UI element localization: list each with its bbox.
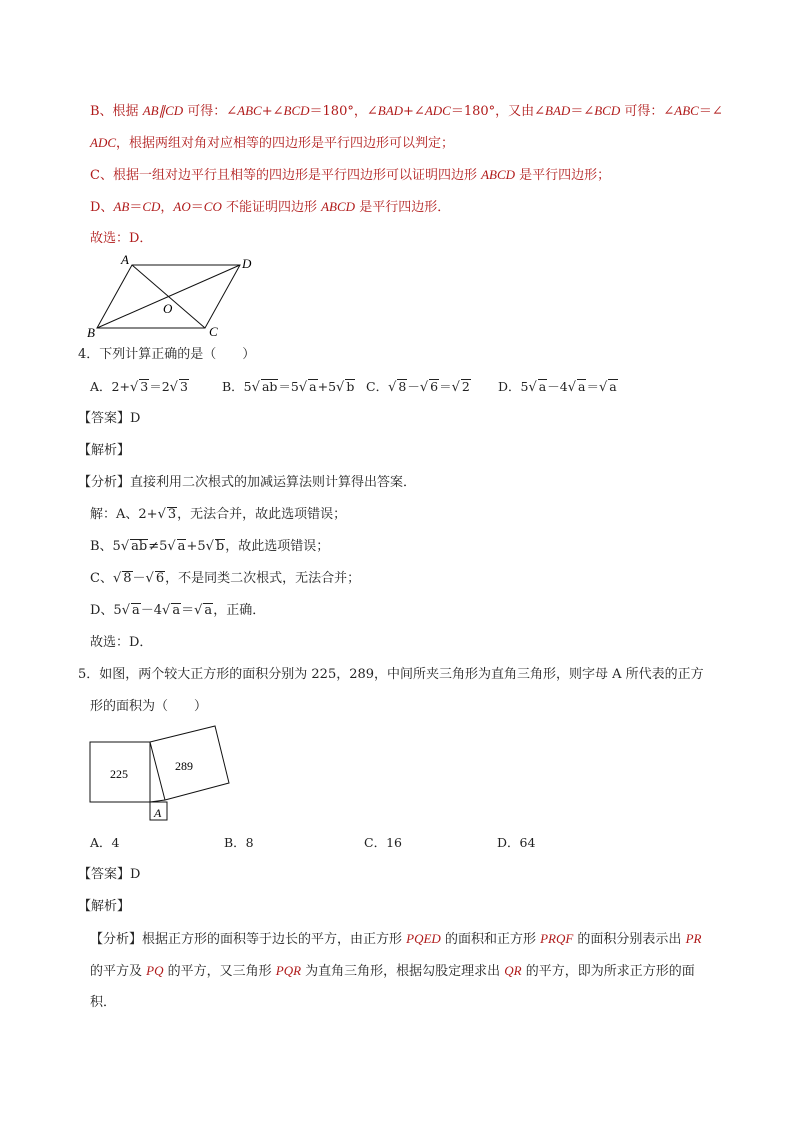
diagonal-bd (97, 265, 240, 328)
label-A: A (121, 252, 129, 267)
label-A-square: A (154, 806, 162, 820)
q4-analysis: 【分析】直接利用二次根式的加减运算法则计算得出答案． (78, 475, 417, 490)
q4-option-a[interactable]: A．2+√ 3＝2√ 3 (90, 379, 188, 395)
b-option-line2: ADC，根据两组对角对应相等的四边形是平行四边形可以判定； (90, 135, 455, 151)
q4-analysis-header: 【解析】 (78, 443, 131, 458)
label-O: O (163, 301, 173, 316)
q5-answer: 【答案】D (78, 867, 141, 882)
c-option-line: C、根据一组对边平行且相等的四边形是平行四边形可以证明四边形 ABCD 是平行四边形； (90, 167, 611, 183)
label-B: B (87, 325, 95, 340)
q4-stem: 4．下列计算正确的是（ ） (78, 347, 256, 362)
squares-figure (85, 720, 245, 830)
q4-option-d[interactable]: D．5√ a－4√ a＝√ a (498, 379, 617, 395)
label-225: 225 (110, 767, 128, 781)
q5-option-d[interactable]: D．64 (497, 835, 536, 850)
q5-option-b[interactable]: B．8 (224, 835, 254, 850)
q4-solution-b: B、5√ ab≠5√ a+5√ b，故此选项错误； (90, 539, 330, 554)
q4-choice: 故选：D． (90, 635, 153, 650)
q5-option-c[interactable]: C．16 (364, 835, 402, 850)
label-289: 289 (175, 759, 193, 773)
q4-solution-d: D、5√ a－4√ a＝√ a，正确． (90, 603, 266, 618)
q5-analysis-line3: 积． (90, 995, 117, 1010)
d-option-line: D、AB＝CD，AO＝CO 不能证明四边形 ABCD 是平行四边形． (90, 199, 451, 215)
q4-solution-c: C、√ 8－√ 6，不是同类二次根式，无法合并； (90, 571, 361, 586)
q5-stem-line1: 5．如图，两个较大正方形的面积分别为 225，289，中间所夹三角形为直角三角形，则字母 A 所代表的正方 (78, 667, 704, 682)
q5-stem-line2: 形的面积为（ ） (90, 699, 208, 714)
q4-answer: 【答案】D (78, 411, 141, 426)
b-option-line1: B、根据 AB∥CD 可得：∠ABC+∠BCD＝180°，∠BAD+∠ADC＝180°，又由∠BAD＝∠BCD 可得：∠ABC＝∠ (90, 103, 723, 119)
q4-option-b[interactable]: B．5√ ab＝5√ a+5√ b (222, 379, 355, 395)
label-C: C (209, 324, 218, 339)
q4-solution-a: 解：A、2+√ 3，无法合并，故此选项错误； (90, 507, 347, 522)
label-D: D (242, 256, 252, 271)
answer-choice-3: 故选：D． (90, 231, 153, 246)
q4-option-c[interactable]: C．√ 8－√ 6＝√ 2 (366, 379, 470, 395)
q5-option-a[interactable]: A．4 (90, 835, 120, 850)
q5-analysis-header: 【解析】 (78, 899, 131, 914)
parallelogram-figure (85, 252, 265, 342)
q5-analysis-line1: 【分析】根据正方形的面积等于边长的平方，由正方形 PQED 的面积和正方形 PRQF 的面积分别表示出 PR (90, 931, 702, 947)
q5-analysis-line2: 的平方及 PQ 的平方，又三角形 PQR 为直角三角形，根据勾股定理求出 QR 的平方，即为所求正方形的面 (90, 963, 695, 979)
